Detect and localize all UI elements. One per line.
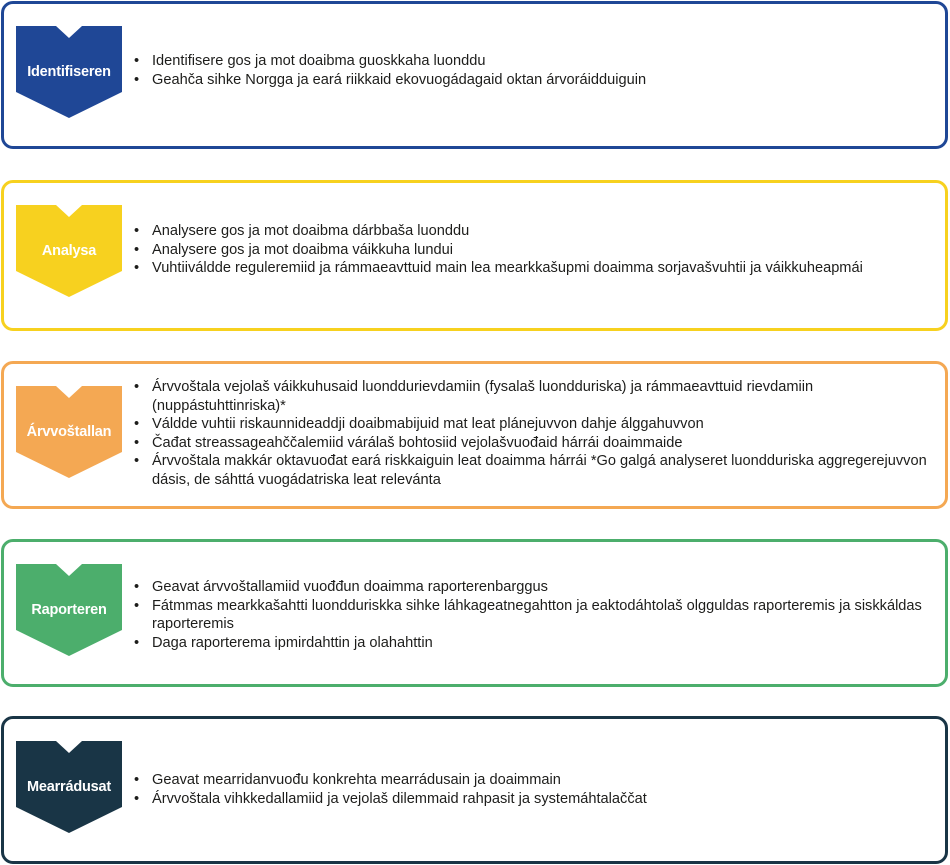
list-item: • Čađat streassageahččalemiid várálaš bohtosiid vejolašvuođaid hárrái doaimmaide	[132, 434, 933, 453]
step-bullets	[132, 771, 933, 808]
chevron-badge	[16, 386, 122, 478]
list-item: • Identifisere gos ja mot doaibma guoskkaha luonddu	[132, 52, 933, 71]
list-item: • Árvvoštala vejolaš váikkuhusaid luonddurievdamiin (fysalaš luondduriska) ja rámmaeavttuid rievdamiin (nuppástuhttinriska)*	[132, 378, 933, 415]
chevron-badge	[16, 741, 122, 833]
step-raporteren	[1, 539, 948, 687]
chevron-badge	[16, 26, 122, 118]
list-item: • Fátmmas mearkkašahtti luondduriskka sihke láhkageatnegahtton ja eaktodáhtolaš olgguldas raporteremis ja siskkáldas raporteremis	[132, 597, 933, 634]
step-mearradusat	[1, 716, 948, 864]
list-item: • Árvvoštala makkár oktavuođat eará riskkaiguin leat doaimma hárrái *Go galgá analyseret luondduriska aggregerejuvvon dásis, de sáhttá vuogádatriska leat relevánta	[132, 452, 933, 489]
step-label: Analysa	[41, 243, 97, 259]
step-label: Mearrádusat	[26, 779, 112, 795]
step-identifiseren	[1, 1, 948, 149]
list-item: • Geahča sihke Norgga ja eará riikkaid ekovuogádagaid oktan árvoráidduiguin	[132, 71, 933, 90]
list-item: • Analysere gos ja mot doaibma váikkuha lundui	[132, 241, 933, 260]
step-bullets	[132, 52, 933, 89]
list-item: • Váldde vuhtii riskaunnideaddji doaibmabijuid mat leat plánejuvvon dahje álggahuvvon	[132, 415, 933, 434]
step-analysa	[1, 180, 948, 331]
list-item: • Geavat árvvoštallamiid vuođđun doaimma raporterenbarggus	[132, 578, 933, 597]
step-bullets	[132, 222, 933, 278]
list-item: • Analysere gos ja mot doaibma dárbbaša luonddu	[132, 222, 933, 241]
step-bullets	[132, 578, 933, 652]
step-bullets	[132, 378, 933, 489]
chevron-badge	[16, 564, 122, 656]
step-label: Árvvoštallan	[26, 424, 112, 440]
step-label: Raporteren	[31, 602, 107, 618]
list-item: • Geavat mearridanvuođu konkrehta mearrádusain ja doaimmain	[132, 771, 933, 790]
list-item: • Vuhtiiváldde reguleremiid ja rámmaeavttuid main lea mearkkašupmi doaimma sorjavašvuhtii ja váikkuheapmái	[132, 259, 933, 278]
list-item: • Árvvoštala vihkkedallamiid ja vejolaš dilemmaid rahpasit ja systemáhtalaččat	[132, 790, 933, 809]
chevron-badge	[16, 205, 122, 297]
step-label: Identifiseren	[27, 64, 111, 80]
list-item: • Daga raporterema ipmirdahttin ja olahahttin	[132, 634, 933, 653]
step-arvvostallan	[1, 361, 948, 509]
